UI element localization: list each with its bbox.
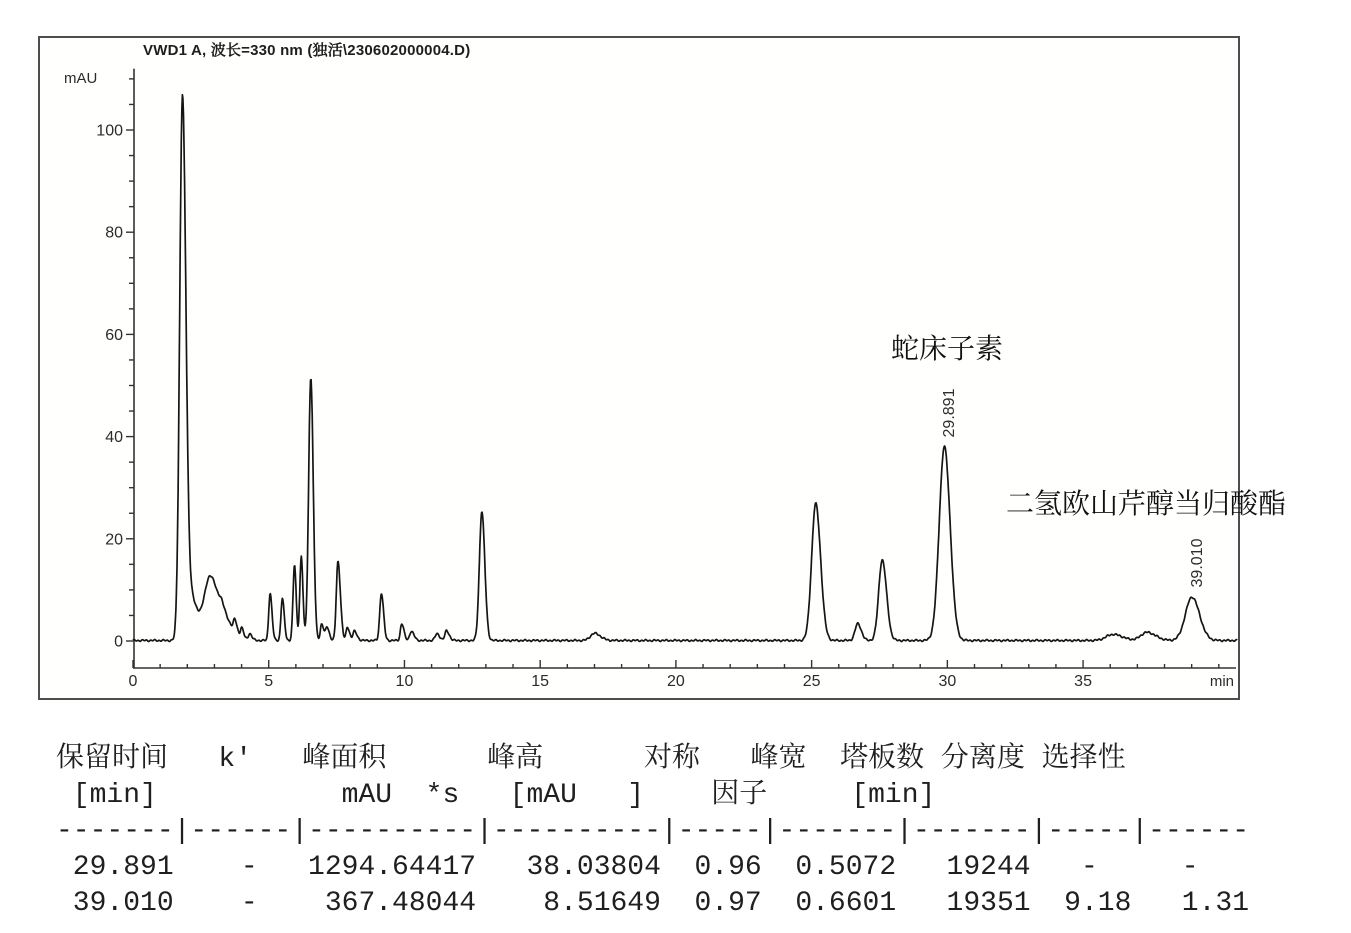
table-row-peak-1: 29.891 - 1294.64417 38.03804 0.96 0.5072 19244 - - <box>56 852 1233 883</box>
y-tick-label: 80 <box>105 224 123 242</box>
y-tick-label: 20 <box>105 531 123 549</box>
y-tick-label: 100 <box>96 122 123 140</box>
y-axis-unit-label: mAU <box>64 70 98 87</box>
chromatogram-frame <box>38 36 1240 700</box>
retention-time-label-29.891: 29.891 <box>941 388 958 438</box>
table-separator-line: -------|------|----------|----------|-----|-------|-------|-----|------ <box>56 816 1249 847</box>
y-tick-label: 60 <box>105 326 123 344</box>
x-tick-label: 5 <box>264 673 274 690</box>
peak-table <box>56 742 1249 922</box>
y-tick-label: 0 <box>114 633 123 651</box>
x-tick-label: 15 <box>531 673 550 690</box>
x-tick-label: 30 <box>938 673 957 690</box>
x-tick-label: 35 <box>1074 673 1092 690</box>
table-header-line-2: [min] mAU *s [mAU ] 因子 [min] <box>56 780 936 811</box>
y-tick-label: 40 <box>105 429 123 447</box>
peak-annotation-columbianadin: 二氢欧山芹醇当归酸酯 <box>1006 487 1287 520</box>
retention-time-label-39.010: 39.010 <box>1189 538 1206 588</box>
x-tick-label: 20 <box>667 673 685 690</box>
x-tick-label: 10 <box>395 673 414 690</box>
signal-header: VWD1 A, 波长=330 nm (独活\230602000004.D) <box>143 42 471 59</box>
x-tick-label: 25 <box>802 673 821 690</box>
peak-annotation-osthole: 蛇床子素 <box>891 332 1004 365</box>
x-axis-unit-label: min <box>1209 673 1234 690</box>
table-header-line-1: 保留时间 k' 峰面积 峰高 对称 峰宽 塔板数 分离度 选择性 <box>56 744 1126 775</box>
table-row-peak-2: 39.010 - 367.48044 8.51649 0.97 0.6601 19351 9.18 1.31 <box>56 888 1249 919</box>
x-tick-label: 0 <box>128 673 138 690</box>
